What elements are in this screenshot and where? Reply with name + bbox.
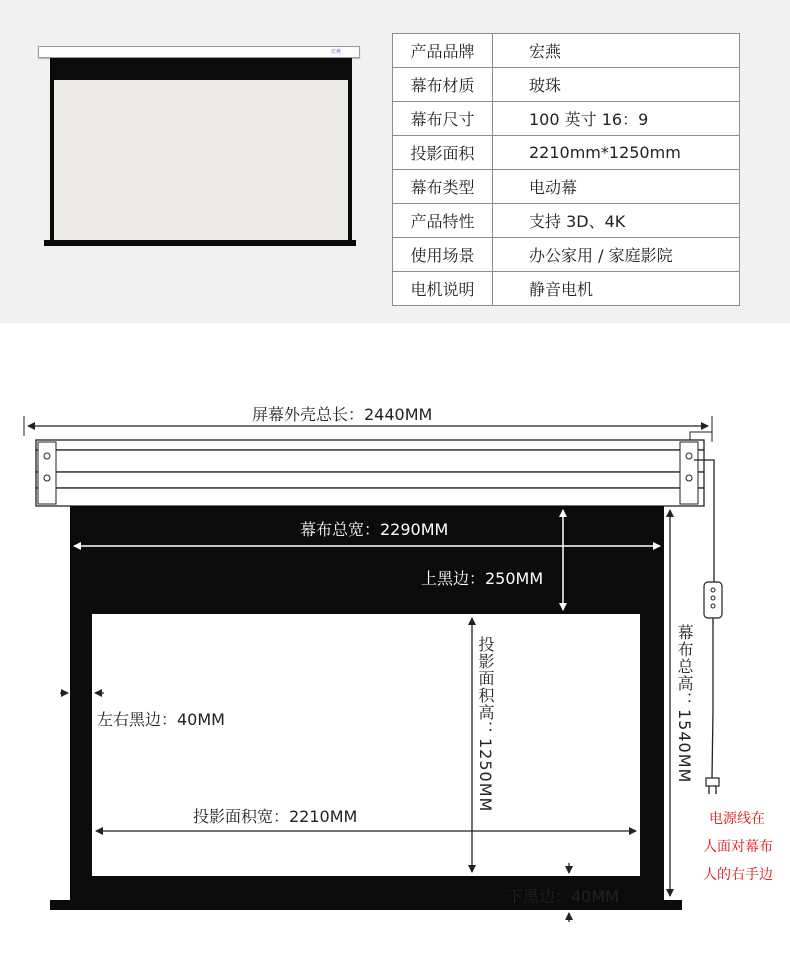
spec-value: 电动幕: [493, 170, 740, 204]
spec-key: 投影面积: [393, 136, 493, 170]
table-row: [393, 34, 740, 68]
screen-height-label: 幕布总高：1540MM: [675, 624, 694, 784]
top-border-label: 上黑边：250MM: [421, 569, 544, 588]
screen-width-label: 幕布总宽：2290MM: [300, 520, 449, 539]
power-note-line-2: 人面对幕布: [703, 839, 773, 855]
projection-area: [92, 614, 640, 876]
power-note-line-1: 电源线在: [709, 811, 765, 827]
spec-value: 支持 3D、4K: [493, 204, 740, 238]
projection-height-label: 投影面积高：1250MM: [476, 636, 495, 813]
spec-key: 产品特性: [393, 204, 493, 238]
screen-housing: [36, 432, 712, 506]
spec-table: [392, 33, 740, 306]
spec-key: 使用场景: [393, 238, 493, 272]
projection-width-label: 投影面积宽：2210MM: [193, 807, 358, 826]
thumbnail-brand-logo: 宏燕: [330, 49, 341, 55]
spec-value: 办公家用 / 家庭影院: [493, 238, 740, 272]
power-note-line-3: 人的右手边: [703, 867, 773, 883]
diagram-drawing: [0, 380, 790, 977]
thumbnail-housing: [38, 46, 360, 58]
spec-key: 电机说明: [393, 272, 493, 306]
table-row: [393, 272, 740, 306]
screen-thumbnail: [38, 46, 360, 248]
spec-key: 幕布类型: [393, 170, 493, 204]
thumbnail-white-surface: [54, 80, 348, 240]
spec-key: 幕布材质: [393, 68, 493, 102]
table-row: [393, 238, 740, 272]
thumbnail-bottom-bar: [44, 240, 356, 246]
bottom-border-label: 下黑边：40MM: [507, 887, 619, 906]
table-row: [393, 68, 740, 102]
table-row: [393, 136, 740, 170]
housing-length-label: 屏幕外壳总长：2440MM: [252, 405, 433, 424]
spec-value: 静音电机: [493, 272, 740, 306]
spec-value: 宏燕: [493, 34, 740, 68]
dimension-diagram: [0, 380, 790, 977]
side-border-label: 左右黑边：40MM: [97, 710, 225, 729]
table-row: [393, 102, 740, 136]
spec-key: 产品品牌: [393, 34, 493, 68]
power-cord: [694, 460, 722, 794]
plug-icon: [706, 778, 719, 786]
table-row: [393, 204, 740, 238]
spec-value: 100 英寸 16：9: [493, 102, 740, 136]
table-row: [393, 170, 740, 204]
spec-key: 幕布尺寸: [393, 102, 493, 136]
spec-value: 玻珠: [493, 68, 740, 102]
spec-value: 2210mm*1250mm: [493, 136, 740, 170]
